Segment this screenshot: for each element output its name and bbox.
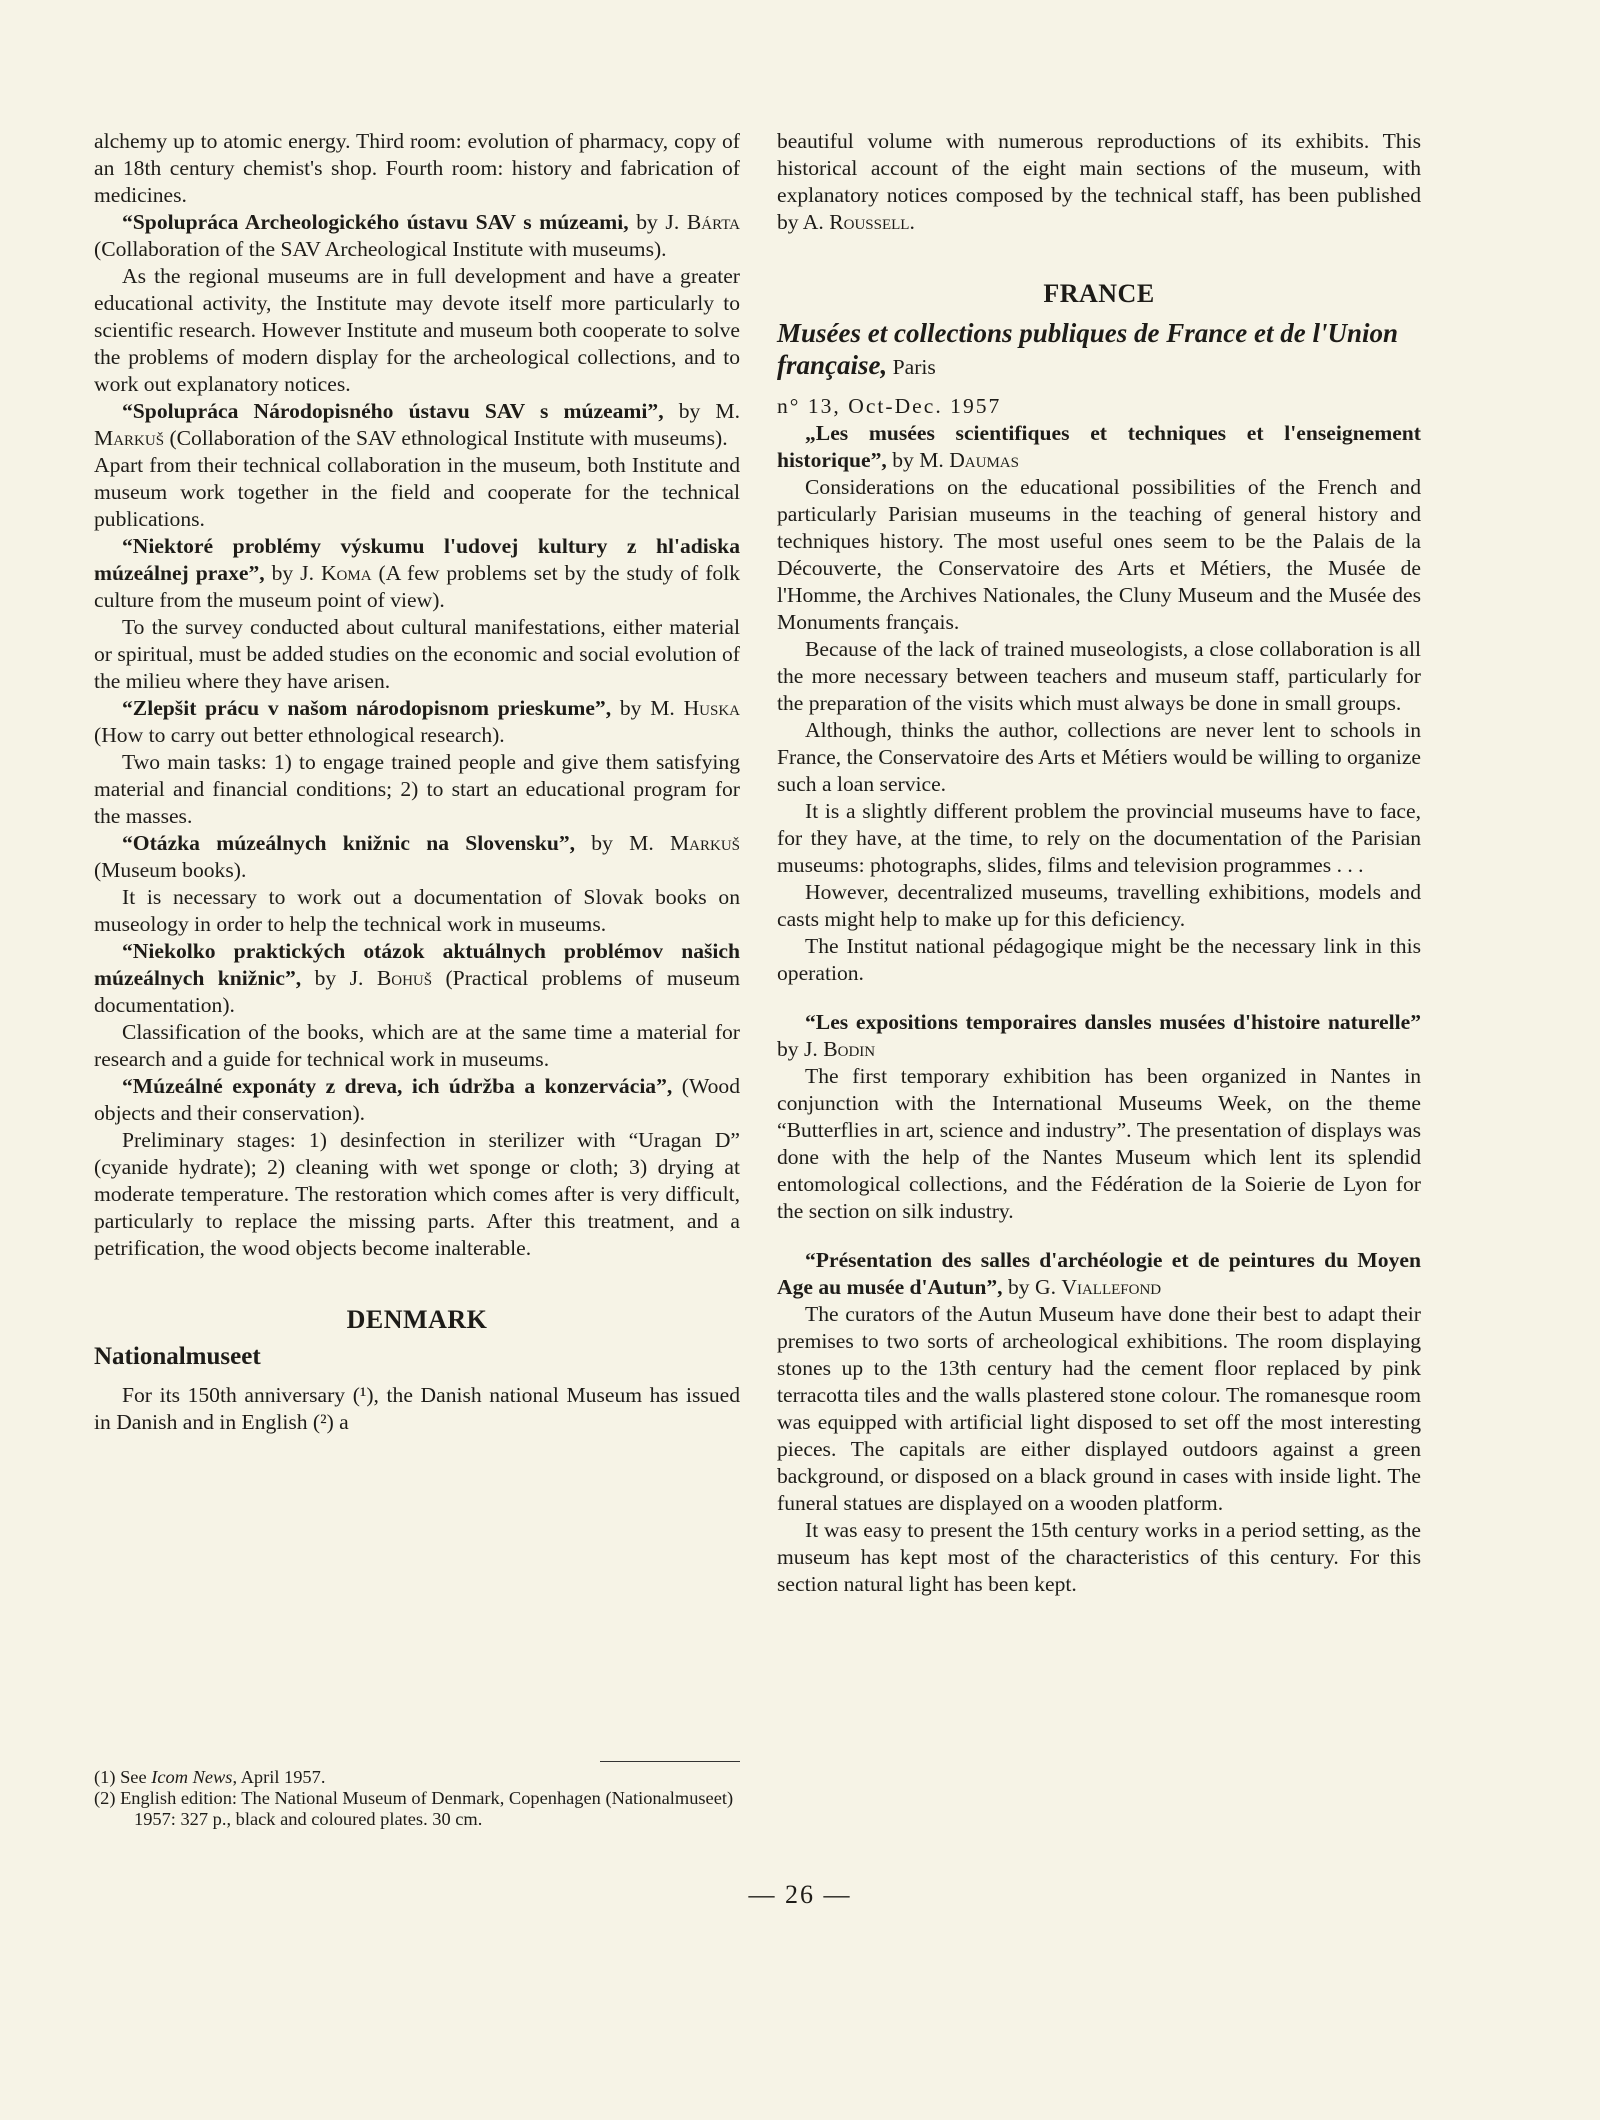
byline: by M. — [663, 399, 740, 423]
author-name: Markuš — [94, 426, 165, 450]
continuation-paragraph — [777, 128, 1421, 236]
footnote-text: English edition: The National Museum of Denmark, Copenhagen (Nationalmuseet) 1957: 327 p., black and coloured plates. 30 cm. — [120, 1788, 734, 1829]
byline: (A few problems set by the study of folk culture from the museum point of view). — [94, 561, 740, 612]
byline: by J. — [777, 1037, 824, 1061]
entry-title: “Otázka múzeálnych knižnic na Slovensku”, — [122, 831, 576, 855]
continuation-text: . — [909, 210, 915, 234]
author-name: Markuš — [669, 831, 741, 855]
entry-heading — [94, 533, 740, 614]
section-heading-denmark: DENMARK — [346, 1305, 488, 1334]
entry-summary: As the regional museums are in full development and have a greater educational activity, the Institute may devote itself more particularly to scientific research. However Institute and museum both cooperate to solve the problems of modern display for the archeological collections, and to work out explanatory notices. — [94, 264, 740, 396]
entry-heading — [777, 1247, 1421, 1301]
byline: by M. — [611, 696, 684, 720]
entry-summary: It is a slightly different problem the provincial museums have to face, for they have, at the time, to rely on the documentation of the Parisian museums: photographs, slides, films and television programmes . . . — [777, 799, 1421, 877]
entry-title: “Zlepšit prácu v našom národopisnom prieskume”, — [122, 696, 612, 720]
entry-summary: The Institut national pédagogique might be the necessary link in this operation. — [777, 934, 1421, 985]
byline: by J. — [301, 966, 377, 990]
entry-title: “Múzeálné exponáty z dreva, ich údržba a konzervácia”, — [122, 1074, 673, 1098]
entry-heading — [94, 1073, 740, 1127]
issue-line: n° 13, Oct-Dec. 1957 — [777, 394, 1002, 418]
right-column — [777, 128, 1421, 1598]
left-column — [94, 128, 740, 1436]
entry-heading — [94, 209, 740, 263]
footnote-marker: (1) — [94, 1767, 116, 1787]
entry-heading — [94, 398, 740, 452]
entry-title: “Niekolko praktických otázok aktuálnych problémov našich múzeálnych knižnic”, — [94, 939, 740, 990]
section-heading-france: FRANCE — [1043, 279, 1155, 308]
entry-heading — [94, 695, 740, 749]
entry-summary: Two main tasks: 1) to engage trained people and give them satisfying material and financial conditions; 2) to start an educational program for the masses. — [94, 750, 740, 828]
continuation-text: beautiful volume with numerous reproductions of its exhibits. This historical account of the eight main sections of the museum, with explanatory notices composed by the technical staff, has been published by A. — [777, 129, 1421, 234]
byline: (Practical problems of museum documentation). — [94, 966, 740, 1017]
byline: (Wood objects and their conservation). — [94, 1074, 740, 1125]
entry-summary: Apart from their technical collaboration in the museum, both Institute and museum work together in the field and cooperate for the technical publications. — [94, 453, 740, 531]
entry-summary: Because of the lack of trained museologists, a close collaboration is all the more necessary between teachers and museum staff, particularly for the preparation of the visits which must always be done in small groups. — [777, 637, 1421, 715]
entry-summary: For its 150th anniversary (¹), the Danish national Museum has issued in Danish and in English (²) a — [94, 1383, 740, 1434]
continuation-paragraph: alchemy up to atomic energy. Third room: evolution of pharmacy, copy of an 18th century chemist's shop. Fourth room: history and fabrication of medicines. — [94, 129, 740, 207]
entry-summary: Preliminary stages: 1) desinfection in sterilizer with “Uragan D” (cyanide hydrate); 2) cleaning with wet sponge or cloth; 3) drying at moderate temperature. The restoration which comes after is very difficult, particularly to replace the missing parts. After this treatment, and a petrification, the wood objects become inalterable. — [94, 1128, 740, 1260]
author-name: Roussell — [829, 210, 910, 234]
entry-heading — [94, 938, 740, 1019]
footnote — [94, 1767, 740, 1788]
author-name: Bodin — [823, 1037, 876, 1061]
entry-summary: Although, thinks the author, collections are never lent to schools in France, the Conservatoire des Arts et Métiers would be willing to organize such a loan service. — [777, 718, 1421, 796]
footnote-text: , April 1957. — [232, 1767, 326, 1787]
journal-city: Paris — [887, 355, 936, 379]
author-name: Daumas — [949, 448, 1019, 472]
entry-title: “Présentation des salles d'archéologie et de peintures du Moyen Age au musée d'Autun”, — [777, 1248, 1421, 1299]
byline: by M. — [575, 831, 670, 855]
journal-name: Musées et collections publiques de France et de l'Union française, — [777, 318, 1398, 380]
entry-title: “Spolupráca Národopisného ústavu SAV s múzeami”, — [122, 399, 664, 423]
entry-heading — [94, 830, 740, 884]
entry-summary: To the survey conducted about cultural manifestations, either material or spiritual, must be added studies on the economic and social evolution of the milieu where they have arisen. — [94, 615, 740, 693]
byline: (Museum books). — [94, 858, 247, 882]
author-name: Viallefond — [1061, 1275, 1162, 1299]
entry-title: „Les musées scientifiques et techniques et l'enseignement historique”, — [777, 421, 1421, 472]
page-number: — 26 — — [748, 1880, 852, 1909]
entry-title: “Spolupráca Archeologického ústavu SAV s múzeami, — [122, 210, 629, 234]
entry-heading — [777, 420, 1421, 474]
author-name: Bárta — [686, 210, 740, 234]
entry-title: “Les expositions temporaires dansles musées d'histoire naturelle” — [805, 1010, 1421, 1034]
footnotes — [94, 1767, 740, 1830]
author-name: Huska — [683, 696, 740, 720]
byline: (Collaboration of the SAV ethnological Institute with museums). — [164, 426, 728, 450]
footnote-marker: (2) — [94, 1788, 116, 1808]
footnote — [94, 1788, 740, 1830]
journal-title — [777, 317, 1421, 383]
entry-summary: However, decentralized museums, travelling exhibitions, models and casts might help to make up for this deficiency. — [777, 880, 1421, 931]
author-name: Koma — [320, 561, 372, 585]
byline: by J. — [628, 210, 687, 234]
footnote-rule — [600, 1761, 740, 1762]
entry-summary: Classification of the books, which are at the same time a material for research and a guide for technical work in museums. — [94, 1020, 740, 1071]
author-name: Bohuš — [376, 966, 433, 990]
byline: by G. — [1002, 1275, 1062, 1299]
footnote-text: See — [120, 1767, 152, 1787]
byline: by J. — [264, 561, 321, 585]
byline: (How to carry out better ethnological research). — [94, 723, 505, 747]
entry-title: “Niektoré problémy výskumu l'udovej kultury z hl'adiska múzeálnej praxe”, — [94, 534, 740, 585]
byline: (Collaboration of the SAV Archeological Institute with museums). — [94, 237, 667, 261]
entry-summary: It is necessary to work out a documentation of Slovak books on museology in order to help the technical work in museums. — [94, 885, 740, 936]
footnote-italic: Icom News — [151, 1767, 233, 1787]
entry-summary: Considerations on the educational possibilities of the French and particularly Parisian museums in the teaching of general history and techniques history. The most useful ones seem to be the Palais de la Découverte, the Conservatoire des Arts et Métiers, the Musée de l'Homme, the Archives Nationales, the Cluny Museum and the Musée des Monuments français. — [777, 475, 1421, 634]
entry-summary: The curators of the Autun Museum have done their best to adapt their premises to two sorts of archeological exhibitions. The room displaying stones up to the 13th century had the cement floor replaced by pink terracotta tiles and the walls plastered stone colour. The romanesque room was equipped with artificial light disposed to set off the most interesting pieces. The capitals are either displayed outdoors against a green background, or disposed on a black ground in cases with inside light. The funeral statues are displayed on a wooden platform. — [777, 1302, 1421, 1515]
subsection-heading: Nationalmuseet — [94, 1343, 261, 1370]
entry-heading — [777, 1009, 1421, 1063]
entry-summary: The first temporary exhibition has been organized in Nantes in conjunction with the International Museums Week, on the theme “Butterflies in art, science and industry”. The presentation of displays was done with the help of the Nantes Museum which lent its splendid entomological collections, and the Fédération de la Soierie de Lyon for the section on silk industry. — [777, 1064, 1421, 1223]
byline: by M. — [886, 448, 950, 472]
entry-summary: It was easy to present the 15th century works in a period setting, as the museum has kept most of the characteristics of this century. For this section natural light has been kept. — [777, 1518, 1421, 1596]
